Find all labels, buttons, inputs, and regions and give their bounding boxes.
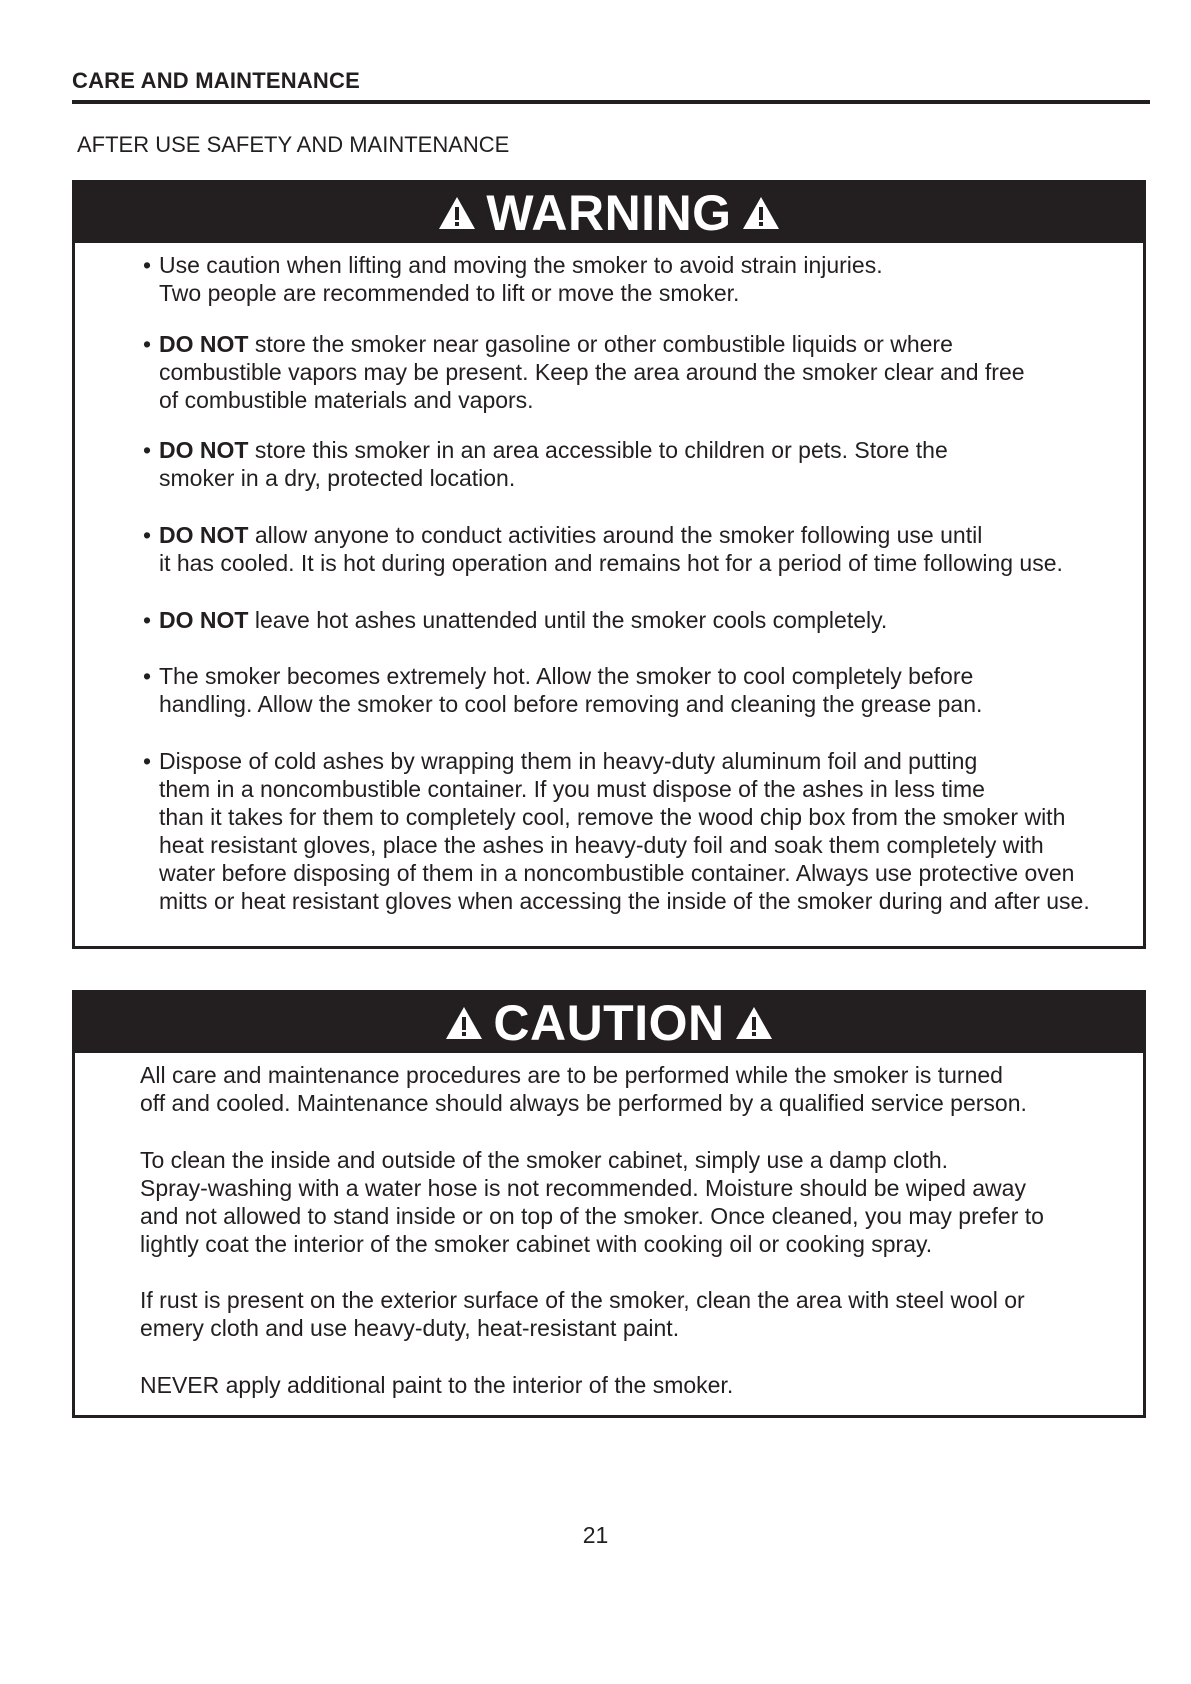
warning-item: • DO NOT allow anyone to conduct activities around the smoker following use until it has cooled. It is hot during operation and remains hot for a period of time following use. (143, 522, 1063, 576)
caution-paragraph: If rust is present on the exterior surface of the smoker, clean the area with steel wool or emery cloth and use heavy-duty, heat-resistant paint. (140, 1287, 1025, 1341)
warning-item: • DO NOT leave hot ashes unattended until the smoker cools completely. (143, 607, 888, 633)
warning-triangle-icon (438, 196, 476, 230)
warning-item: • Dispose of cold ashes by wrapping them in heavy-duty aluminum foil and putting them in a noncombustible container. If you must dispose of the ashes in less time than it takes for them to completely cool, remove the wood chip box from the smoker with heat resistant gloves, place the ashes in heavy-duty foil and soak them completely with water before disposing of them in a noncombustible container. Always use protective oven mitts or heat resistant gloves when accessing the inside of the smoker during and after use. (143, 748, 1090, 914)
title-divider (72, 100, 1150, 104)
warning-triangle-icon (742, 196, 780, 230)
warning-item: • DO NOT store the smoker near gasoline or other combustible liquids or where combustible vapors may be present. Keep the area around the smoker clear and free of combustible materials and vapors. (143, 331, 1025, 413)
caution-paragraph: To clean the inside and outside of the smoker cabinet, simply use a damp cloth. Spray-washing with a water hose is not recommended. Moisture should be wiped away and not allowed to stand inside or on top of the smoker. Once cleaned, you may prefer to lightly coat the interior of the smoker cabinet with cooking oil or cooking spray. (140, 1147, 1044, 1257)
warning-box (72, 180, 1146, 949)
warning-triangle-icon (445, 1006, 483, 1040)
warning-item: • The smoker becomes extremely hot. Allow the smoker to cool completely before handling. Allow the smoker to cool before removing and cleaning the grease pan. (143, 663, 983, 717)
caution-paragraph: NEVER apply additional paint to the interior of the smoker. (140, 1372, 734, 1398)
warning-item: • Use caution when lifting and moving the smoker to avoid strain injuries. Two people are recommended to lift or move the smoker. (143, 252, 883, 306)
caution-header (75, 993, 1143, 1053)
warning-triangle-icon (735, 1006, 773, 1040)
page-number: 21 (582, 1522, 609, 1548)
caution-label: CAUTION (493, 995, 725, 1051)
warning-item: • DO NOT store this smoker in an area accessible to children or pets. Store the smoker in a dry, protected location. (143, 437, 948, 491)
warning-header (75, 183, 1143, 243)
section-subtitle: AFTER USE SAFETY AND MAINTENANCE (77, 132, 510, 157)
caution-box (72, 990, 1146, 1418)
section-title: CARE AND MAINTENANCE (72, 68, 360, 93)
warning-label: WARNING (486, 185, 732, 241)
caution-paragraph: All care and maintenance procedures are to be performed while the smoker is turned off and cooled. Maintenance should always be performed by a qualified service person. (140, 1062, 1027, 1116)
